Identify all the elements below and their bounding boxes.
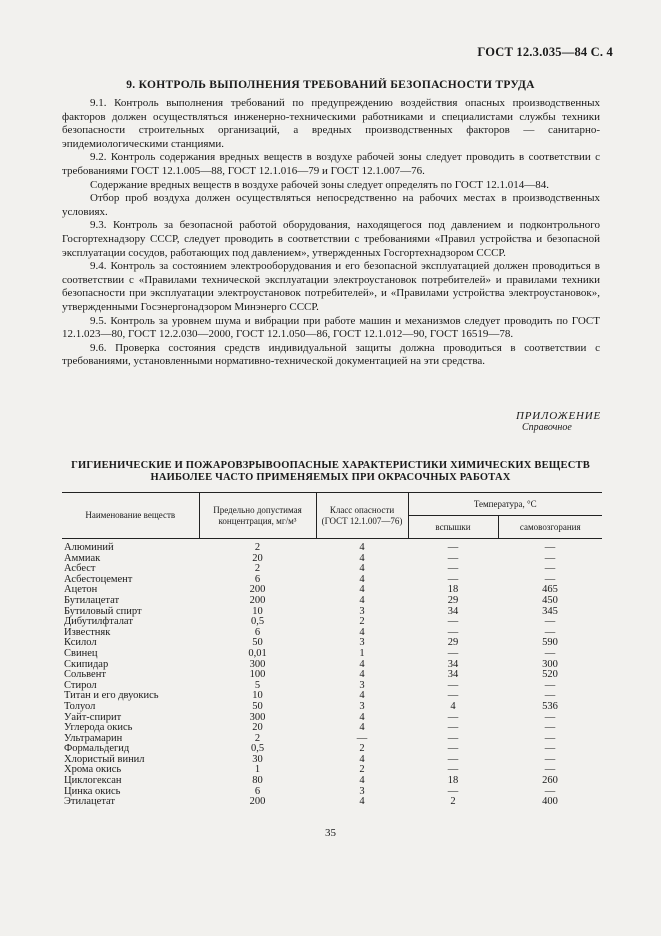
chemicals-table xyxy=(62,492,602,808)
cell-hazard-class: 3 xyxy=(359,700,365,712)
header-temperature: Температура, °С xyxy=(408,493,602,516)
cell-hazard-class: 3 xyxy=(359,785,365,797)
cell-hazard-class: 3 xyxy=(359,605,365,617)
cell-autoignition: 450 xyxy=(542,594,558,606)
cell-pdk: 200 xyxy=(249,594,266,606)
cell-pdk: 100 xyxy=(249,669,266,681)
cell-autoignition: 536 xyxy=(542,700,558,712)
cell-hazard-class: 4 xyxy=(359,669,365,681)
cell-hazard-class: — xyxy=(356,732,368,744)
table-row xyxy=(62,723,602,734)
cell-autoignition: — xyxy=(544,722,556,734)
cell-pdk: 20 xyxy=(252,552,263,564)
cell-pdk: 0,5 xyxy=(250,616,265,628)
cell-substance: Циклогексан xyxy=(64,775,122,787)
cell-pdk: 5 xyxy=(254,679,261,691)
table-row xyxy=(62,797,602,808)
cell-flash-point: — xyxy=(447,679,459,691)
paragraph: 9.1. Контроль выполнения требований по предупреждению воздействия опасных производственных факторов должен осуществляться инженерно-техническими работниками и специалистами службы техники безопасности строительных организаций, а вредных производственных факторов — санитарно-эпидемиологическими станциями. xyxy=(62,97,600,150)
cell-substance: Стирол xyxy=(64,679,97,691)
table-row xyxy=(62,734,602,745)
cell-flash-point: 29 xyxy=(447,637,459,649)
cell-hazard-class: 4 xyxy=(359,594,365,606)
cell-flash-point: — xyxy=(447,690,459,702)
header-class: Класс опасности (ГОСТ 12.1.007—76) xyxy=(316,493,408,539)
table-body xyxy=(62,539,602,808)
cell-flash-point: — xyxy=(447,616,459,628)
cell-pdk: 10 xyxy=(252,690,263,702)
cell-substance: Уайт-спирит xyxy=(64,711,122,723)
cell-flash-point: 2 xyxy=(450,796,456,808)
cell-flash-point: — xyxy=(447,573,459,585)
cell-flash-point: 18 xyxy=(447,775,459,787)
cell-pdk: 2 xyxy=(254,563,261,575)
cell-pdk: 6 xyxy=(254,573,261,585)
cell-substance: Асбест xyxy=(64,563,96,575)
table-row xyxy=(62,776,602,787)
cell-hazard-class: 3 xyxy=(359,679,365,691)
cell-flash-point: 4 xyxy=(450,700,456,712)
cell-hazard-class: 4 xyxy=(359,552,365,564)
cell-autoignition: 590 xyxy=(542,637,558,649)
appendix-note: Справочное xyxy=(522,422,572,433)
cell-autoignition: — xyxy=(544,743,556,755)
table-row xyxy=(62,607,602,618)
cell-hazard-class: 2 xyxy=(359,743,365,755)
paragraph: 9.5. Контроль за уровнем шума и вибрации при работе машин и механизмов следует проводить по ГОСТ 12.1.023—80, ГОСТ 12.2.030—2000, ГОСТ 12.1.050—86, ГОСТ 12.1.012—90, ГОСТ 16519—78. xyxy=(62,314,600,341)
cell-pdk: 300 xyxy=(249,711,266,723)
cell-pdk: 300 xyxy=(249,658,266,670)
cell-hazard-class: 4 xyxy=(359,658,365,670)
cell-hazard-class: 4 xyxy=(359,775,365,787)
cell-flash-point: — xyxy=(447,722,459,734)
cell-flash-point: — xyxy=(447,552,459,564)
table-row xyxy=(62,638,602,649)
cell-substance: Аммиак xyxy=(64,552,101,564)
cell-autoignition: — xyxy=(544,785,556,797)
cell-hazard-class: 4 xyxy=(359,753,365,765)
table-row xyxy=(62,628,602,639)
paragraph: 9.3. Контроль за безопасной работой оборудования, находящегося под давлением и подконтрольного Госгортехнадзору СССР, следует проводить в соответствии с требованиями «Правил устройства и безопасной эксплуатации сосудов, работающих под давлением», утвержденных Госгортехнадзором СССР. xyxy=(62,219,600,259)
appendix-title: ПРИЛОЖЕНИЕ xyxy=(516,410,601,422)
cell-pdk: 2 xyxy=(254,542,261,553)
cell-substance: Этилацетат xyxy=(64,796,116,808)
cell-pdk: 2 xyxy=(254,732,261,744)
cell-flash-point: — xyxy=(447,785,459,797)
cell-substance: Толуол xyxy=(64,700,96,712)
cell-autoignition: — xyxy=(544,647,556,659)
cell-autoignition: 345 xyxy=(542,605,558,617)
table-title xyxy=(0,460,661,484)
cell-substance: Бутилацетат xyxy=(64,594,120,606)
cell-substance: Хрома окись xyxy=(64,764,122,776)
paragraph: 9.6. Проверка состояния средств индивидуальной защиты должна проводиться в соответствии с требованиями, установленными нормативно-технической документацией на эти средства. xyxy=(62,341,600,368)
cell-flash-point: 34 xyxy=(447,669,459,681)
cell-autoignition: — xyxy=(544,616,556,628)
table-row xyxy=(62,755,602,766)
cell-autoignition: — xyxy=(544,542,556,553)
paragraph: Содержание вредных веществ в воздухе рабочей зоны следует определять по ГОСТ 12.1.014—84. xyxy=(90,178,550,191)
table-row xyxy=(62,575,602,586)
cell-substance: Хлористый винил xyxy=(64,753,145,765)
cell-pdk: 50 xyxy=(252,637,263,649)
cell-hazard-class: 4 xyxy=(359,711,365,723)
cell-pdk: 0,01 xyxy=(248,647,267,659)
cell-substance: Алюминий xyxy=(64,542,114,553)
cell-flash-point: 18 xyxy=(447,584,459,596)
table-row xyxy=(62,554,602,565)
table-row xyxy=(62,596,602,607)
cell-hazard-class: 4 xyxy=(359,722,365,734)
table-row xyxy=(62,564,602,575)
cell-autoignition: — xyxy=(544,573,556,585)
cell-autoignition: 260 xyxy=(542,775,558,787)
page-number: 35 xyxy=(325,827,336,839)
table-row xyxy=(62,539,602,554)
cell-pdk: 20 xyxy=(252,722,263,734)
cell-autoignition: — xyxy=(544,732,556,744)
cell-substance: Дибутилфталат xyxy=(64,616,133,628)
cell-substance: Титан и его двуокись xyxy=(64,690,159,702)
cell-hazard-class: 4 xyxy=(359,563,365,575)
table-row xyxy=(62,765,602,776)
table-row xyxy=(62,585,602,596)
cell-substance: Известняк xyxy=(64,626,111,638)
header-name: Наименование веществ xyxy=(62,493,199,539)
header-pdk: Предельно допустимая концентрация, мг/м³ xyxy=(199,493,316,539)
cell-flash-point: — xyxy=(447,563,459,575)
cell-autoignition: — xyxy=(544,711,556,723)
cell-flash-point: — xyxy=(447,743,459,755)
cell-autoignition: 520 xyxy=(542,669,558,681)
table-row xyxy=(62,702,602,713)
cell-substance: Формальдегид xyxy=(64,743,130,755)
table-row xyxy=(62,649,602,660)
cell-pdk: 0,5 xyxy=(250,743,265,755)
cell-flash-point: 29 xyxy=(447,594,459,606)
cell-substance: Бутиловый спирт xyxy=(64,605,142,617)
cell-autoignition: — xyxy=(544,764,556,776)
cell-hazard-class: 1 xyxy=(359,647,365,659)
paragraph: Отбор проб воздуха должен осуществляться непосредственно на рабочих местах в производственных условиях. xyxy=(62,192,600,218)
cell-substance: Сольвент xyxy=(64,669,106,681)
cell-substance: Углерода окись xyxy=(64,722,133,734)
appendix-label xyxy=(516,410,601,434)
cell-substance: Цинка окись xyxy=(64,785,121,797)
cell-pdk: 50 xyxy=(252,700,263,712)
cell-hazard-class: 2 xyxy=(359,764,365,776)
cell-substance: Ультрамарин xyxy=(64,732,123,744)
cell-flash-point: 34 xyxy=(447,605,459,617)
paragraph: 9.2. Контроль содержания вредных веществ в воздухе рабочей зоны следует проводить в соответствии с требованиями ГОСТ 12.1.005—88, ГОСТ 12.1.016—79 и ГОСТ 12.1.007—76. xyxy=(62,151,600,177)
table-row xyxy=(62,787,602,798)
cell-autoignition: 465 xyxy=(542,584,558,596)
cell-flash-point: — xyxy=(447,753,459,765)
table-row xyxy=(62,660,602,671)
cell-hazard-class: 4 xyxy=(359,584,365,596)
cell-substance: Ксилол xyxy=(64,637,97,649)
cell-substance: Свинец xyxy=(64,647,98,659)
cell-substance: Ацетон xyxy=(64,584,98,596)
table-row xyxy=(62,691,602,702)
section-body xyxy=(62,97,600,369)
cell-pdk: 1 xyxy=(254,764,261,776)
cell-substance: Скипидар xyxy=(64,658,109,670)
cell-autoignition: — xyxy=(544,753,556,765)
cell-hazard-class: 4 xyxy=(359,690,365,702)
section-title: 9. КОНТРОЛЬ ВЫПОЛНЕНИЯ ТРЕБОВАНИЙ БЕЗОПАСНОСТИ ТРУДА xyxy=(126,79,535,91)
header-autoignition: самовозгорания xyxy=(498,516,602,539)
header-flash: вспышки xyxy=(408,516,498,539)
table-row xyxy=(62,617,602,628)
cell-pdk: 200 xyxy=(249,796,266,808)
cell-flash-point: — xyxy=(447,542,459,553)
cell-pdk: 200 xyxy=(249,584,266,596)
cell-pdk: 30 xyxy=(252,753,263,765)
cell-autoignition: — xyxy=(544,679,556,691)
cell-pdk: 80 xyxy=(252,775,263,787)
paragraph: 9.4. Контроль за состоянием электрооборудования и его безопасной эксплуатацией должен проводиться в соответствии с «Правилами технической эксплуатации электроустановок потребителей» и правилами техники безопасности при эксплуатации электроустановок потребителей», и «Правилами устройства электроустановок», утвержденными Госэнергонадзором Минэнерго СССР. xyxy=(62,260,600,313)
cell-pdk: 6 xyxy=(254,626,261,638)
cell-autoignition: 300 xyxy=(542,658,558,670)
table-row xyxy=(62,713,602,724)
cell-hazard-class: 4 xyxy=(359,796,365,808)
cell-hazard-class: 4 xyxy=(359,573,365,585)
cell-hazard-class: 2 xyxy=(359,616,365,628)
cell-autoignition: — xyxy=(544,552,556,564)
table-title-line: ГИГИЕНИЧЕСКИЕ И ПОЖАРОВЗРЫВООПАСНЫЕ ХАРАКТЕРИСТИКИ ХИМИЧЕСКИХ ВЕЩЕСТВ xyxy=(71,460,590,471)
cell-hazard-class: 3 xyxy=(359,637,365,649)
cell-flash-point: — xyxy=(447,647,459,659)
cell-flash-point: — xyxy=(447,711,459,723)
cell-autoignition: — xyxy=(544,690,556,702)
table-title-line: НАИБОЛЕЕ ЧАСТО ПРИМЕНЯЕМЫХ ПРИ ОКРАСОЧНЫХ РАБОТАХ xyxy=(150,472,511,483)
cell-autoignition: — xyxy=(544,626,556,638)
cell-flash-point: — xyxy=(447,764,459,776)
cell-flash-point: — xyxy=(447,732,459,744)
cell-pdk: 10 xyxy=(252,605,263,617)
cell-flash-point: — xyxy=(447,626,459,638)
cell-autoignition: 400 xyxy=(542,796,558,808)
cell-pdk: 6 xyxy=(254,785,261,797)
document-header: ГОСТ 12.3.035—84 С. 4 xyxy=(477,45,613,59)
table-row xyxy=(62,670,602,681)
cell-substance: Асбестоцемент xyxy=(64,573,133,585)
cell-flash-point: 34 xyxy=(447,658,459,670)
cell-hazard-class: 4 xyxy=(359,626,365,638)
cell-autoignition: — xyxy=(544,563,556,575)
cell-hazard-class: 4 xyxy=(359,542,365,553)
